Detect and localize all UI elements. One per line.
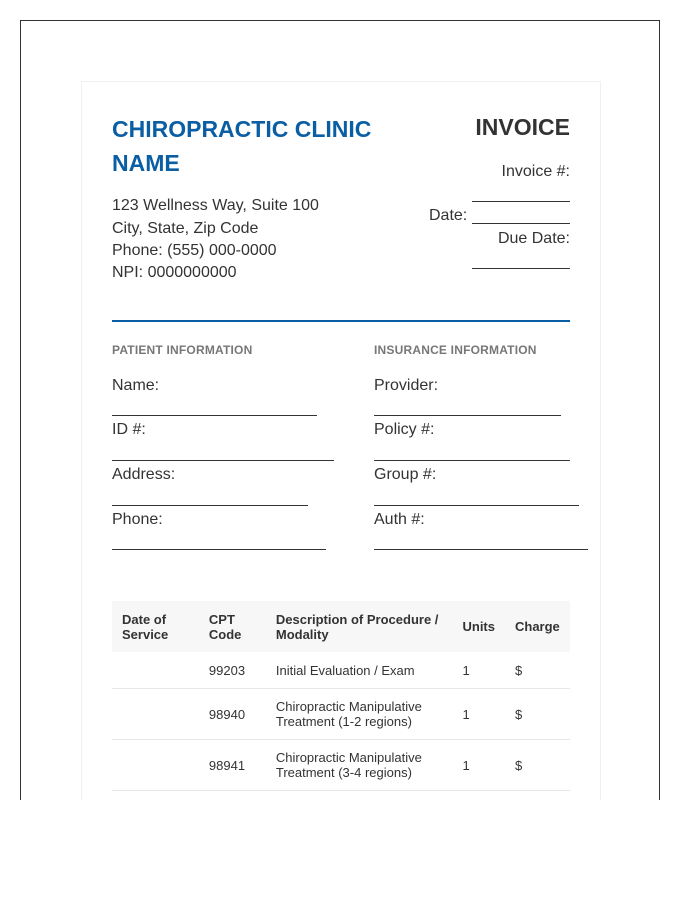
patient-info-heading: PATIENT INFORMATION [112,343,253,357]
invoice-date-label: Date: [429,207,468,224]
header-charge: Charge [505,601,570,652]
cell-cpt: 98940 [199,689,266,740]
header-description: Description of Procedure / Modality [266,601,453,652]
table-row [112,689,570,740]
patient-name-label: Name: [112,377,160,394]
insurance-group-blank [374,505,579,506]
insurance-policy-blank [374,460,570,461]
cell-date [112,740,199,791]
patient-address-label: Address: [112,466,176,483]
cell-charge: $ [505,652,570,689]
table-row [112,652,570,689]
invoice-title: INVOICE [475,114,570,140]
patient-phone-blank [112,549,326,550]
header-cpt-code: CPT Code [199,601,266,652]
insurance-provider-blank [374,415,561,416]
patient-address-blank [112,505,308,506]
insurance-auth-label: Auth #: [374,511,425,528]
invoice-number-blank [472,201,570,202]
clinic-address-line2: City, State, Zip Code [112,220,259,237]
patient-name-blank [112,415,317,416]
invoice-number-label: Invoice #: [501,163,570,180]
cell-charge: $ [505,689,570,740]
insurance-auth-blank [374,549,588,550]
cell-description: Chiropractic Manipulative Treatment (1-2 regions) [266,689,453,740]
insurance-policy-label: Policy #: [374,421,435,438]
patient-id-blank [112,460,334,461]
insurance-provider-label: Provider: [374,377,439,394]
cell-units: 1 [452,740,505,791]
insurance-info-heading: INSURANCE INFORMATION [374,343,537,357]
patient-id-label: ID #: [112,421,146,438]
cell-units: 1 [452,689,505,740]
header-divider [112,320,570,322]
clinic-npi: NPI: 0000000000 [112,264,237,281]
due-date-blank [472,268,570,269]
clinic-phone: Phone: (555) 000-0000 [112,242,277,259]
table-header-row [112,601,570,652]
clinic-name: CHIROPRACTIC CLINIC NAME [112,116,372,176]
cell-cpt: 98941 [199,740,266,791]
due-date-label: Due Date: [497,230,570,247]
cell-description: Initial Evaluation / Exam [266,652,453,689]
cell-date [112,652,199,689]
patient-phone-label: Phone: [112,511,163,528]
invoice-date-blank [472,223,570,224]
insurance-group-label: Group #: [374,466,437,483]
cell-cpt: 99203 [199,652,266,689]
cell-charge: $ [505,740,570,791]
cell-units: 1 [452,652,505,689]
services-table [112,601,570,791]
clinic-address-line1: 123 Wellness Way, Suite 100 [112,197,319,214]
cell-date [112,689,199,740]
header-date-of-service: Date of Service [112,601,199,652]
table-row [112,740,570,791]
header-units: Units [452,601,505,652]
cell-description: Chiropractic Manipulative Treatment (3-4 regions) [266,740,453,791]
